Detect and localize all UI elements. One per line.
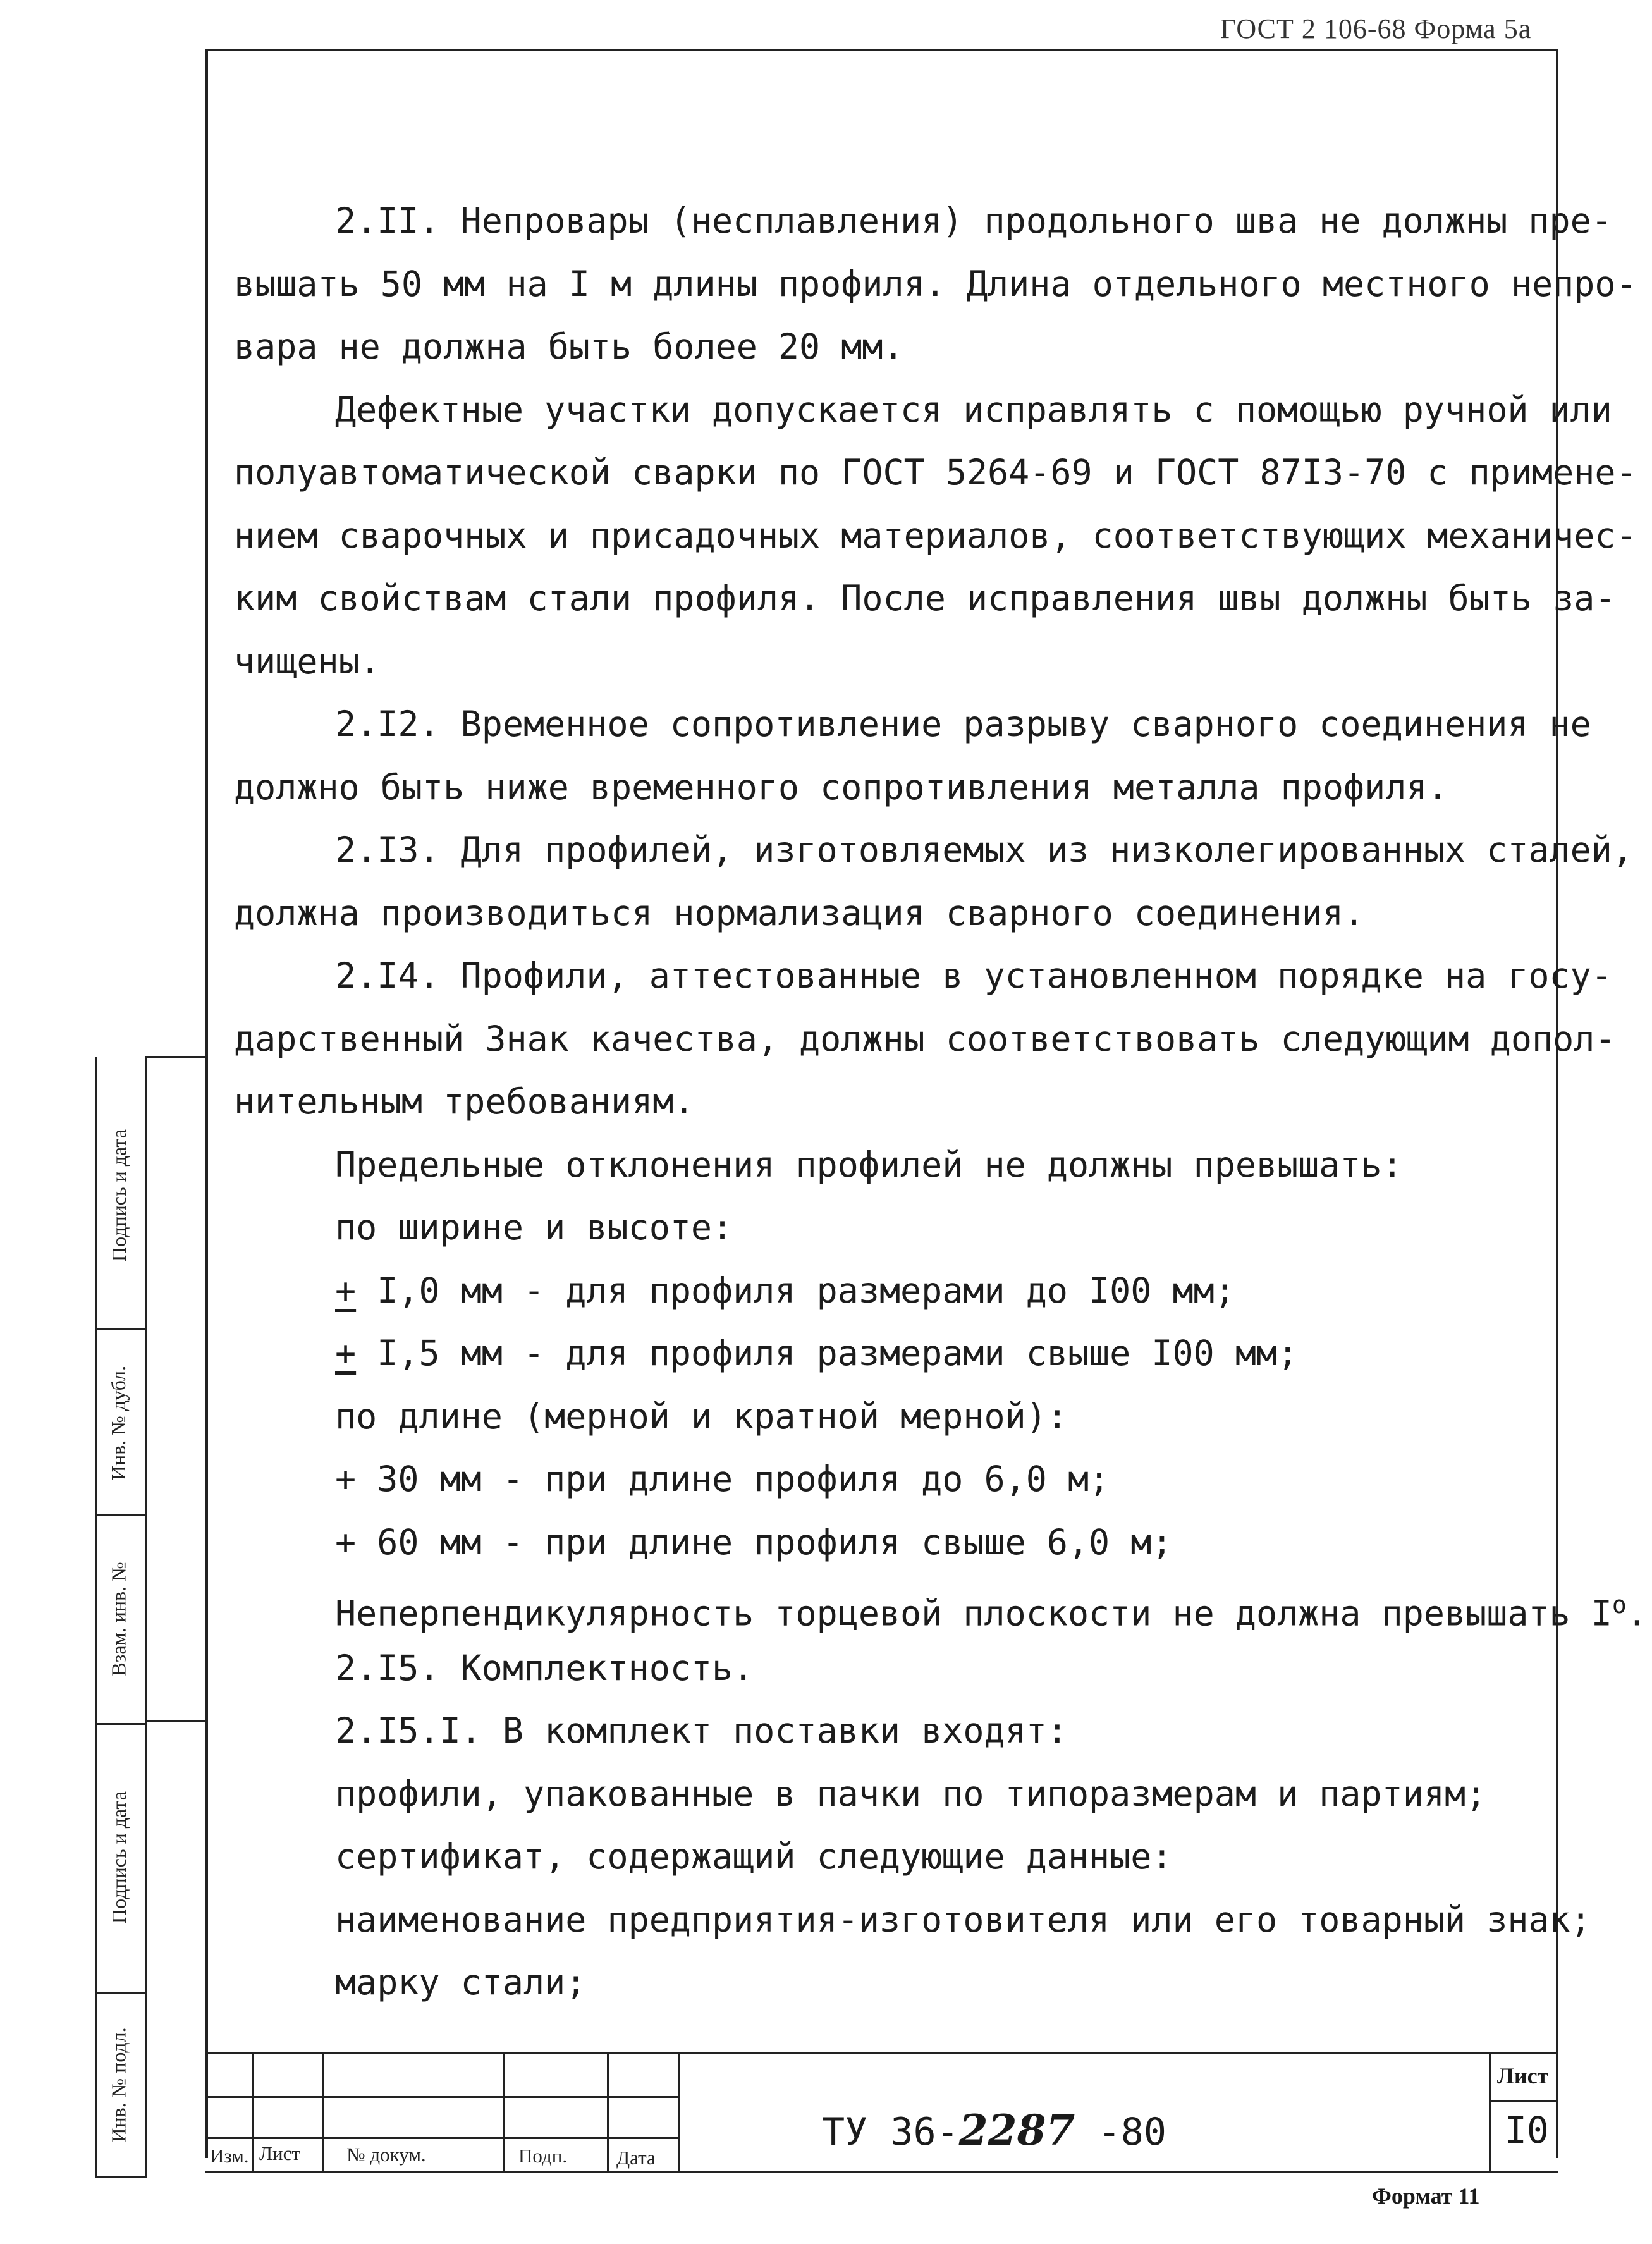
text-line: 2.I5. Комплектность.	[335, 1647, 754, 1688]
text-line: 2.I5.I. В комплект поставки входят:	[335, 1710, 1068, 1751]
text-line: 2.II. Непровары (несплавления) продольного шва не должны пре-	[335, 200, 1612, 241]
title-block-col	[503, 2052, 505, 2172]
text-line: профили, упакованные в пачки по типоразмерам и партиям;	[335, 1773, 1487, 1814]
title-block-top	[205, 2052, 1558, 2054]
text-line: вышать 50 мм на I м длины профиля. Длина отдельного местного непро-	[234, 263, 1637, 304]
text-line: + I,5 мм - для профиля размерами свыше I00 мм;	[335, 1333, 1299, 1373]
text-line: 2.I4. Профили, аттестованные в установленном порядке на госу-	[335, 955, 1612, 996]
side-stamp-divider	[95, 2176, 147, 2178]
stamp-connector	[145, 1056, 205, 1058]
side-label-signature-date-2: Подпись и дата	[107, 1791, 130, 1923]
side-label-replace-inv: Взам. инв. №	[107, 1561, 130, 1676]
col-label-signature: Подп.	[518, 2145, 568, 2167]
text-line: нительным требованиям.	[234, 1081, 695, 1122]
side-label-signature-date: Подпись и дата	[107, 1129, 130, 1261]
text-line: Дефектные участки допускается исправлять с помощью ручной или	[335, 389, 1612, 430]
col-label-change: Изм.	[210, 2145, 249, 2167]
side-stamp-connector	[147, 1720, 205, 1722]
handwritten-number: 2287	[958, 2106, 1075, 2155]
text-line: чищены.	[234, 641, 381, 682]
text-line: нием сварочных и присадочных материалов, соответствующих механичес-	[234, 515, 1637, 556]
col-label-doc-number: № докум.	[346, 2143, 426, 2166]
text-line: должно быть ниже временного сопротивления металла профиля.	[234, 766, 1448, 807]
text-line: + 60 мм - при длине профиля свыше 6,0 м;	[335, 1521, 1173, 1562]
text-line: вара не должна быть более 20 мм.	[234, 326, 904, 367]
text-line: марку стали;	[335, 1962, 587, 2002]
text-line: Предельные отклонения профилей не должны превышать:	[335, 1144, 1403, 1185]
title-block-bottom	[205, 2171, 1558, 2173]
sheet-label: Лист	[1497, 2063, 1549, 2088]
side-label-dup-inv: Инв. № дубл.	[107, 1365, 130, 1480]
title-block-col	[678, 2052, 680, 2172]
title-block-col	[607, 2052, 609, 2172]
plus-minus-sign: +	[335, 1333, 357, 1373]
sheet-box-divider	[1489, 2100, 1558, 2102]
plus-minus-sign: +	[335, 1270, 357, 1311]
col-label-date: Дата	[616, 2147, 656, 2169]
title-block-col	[252, 2052, 254, 2172]
side-stamp-divider	[95, 1514, 147, 1516]
text-line: ким свойствам стали профиля. После исправления швы должны быть за-	[234, 578, 1616, 618]
side-stamp-divider	[95, 1723, 147, 1725]
text-line: 2.I2. Временное сопротивление разрыву сварного соединения не	[335, 704, 1591, 744]
format-label: Формат 11	[1372, 2183, 1480, 2209]
side-stamp-divider	[95, 1992, 147, 1994]
text-line: по длине (мерной и кратной мерной):	[335, 1395, 1068, 1437]
document-designation: ТУ 36-2287 -80	[822, 2106, 1166, 2155]
side-label-orig-inv: Инв. № подл.	[107, 2027, 130, 2143]
text-line: по ширине и высоте:	[335, 1207, 733, 1248]
text-line: сертификат, содержащий следующие данные:	[335, 1836, 1173, 1877]
title-block-col	[322, 2052, 324, 2172]
text-line: дарственный Знак качества, должны соответствовать следующим допол-	[234, 1018, 1616, 1059]
side-stamp-divider	[95, 1328, 147, 1330]
text-line: Неперпендикулярность торцевой плоскости не должна превышать $I^o$.	[335, 1591, 1648, 1634]
text-line: полуавтоматической сварки по ГОСТ 5264-69 и ГОСТ 87I3-70 с применe-	[234, 452, 1637, 493]
sheet-box-left	[1489, 2052, 1491, 2172]
document-body	[234, 190, 1648, 2014]
sheet-number: I0	[1505, 2109, 1549, 2152]
text-line: должна производиться нормализация сварного соединения.	[234, 892, 1365, 933]
text-line: 2.I3. Для профилей, изготовляемых из низколегированных сталей,	[335, 830, 1633, 870]
text-line: наименование предприятия-изготовителя или его товарный знак;	[335, 1899, 1591, 1940]
form-header: ГОСТ 2 106-68 Форма 5а	[1220, 13, 1532, 44]
col-label-sheet: Лист	[259, 2142, 300, 2164]
text-line: + 30 мм - при длине профиля до 6,0 м;	[335, 1459, 1110, 1499]
text-line: + I,0 мм - для профиля размерами до I00 мм;	[335, 1270, 1235, 1311]
degree-mark: o	[1612, 1591, 1627, 1619]
